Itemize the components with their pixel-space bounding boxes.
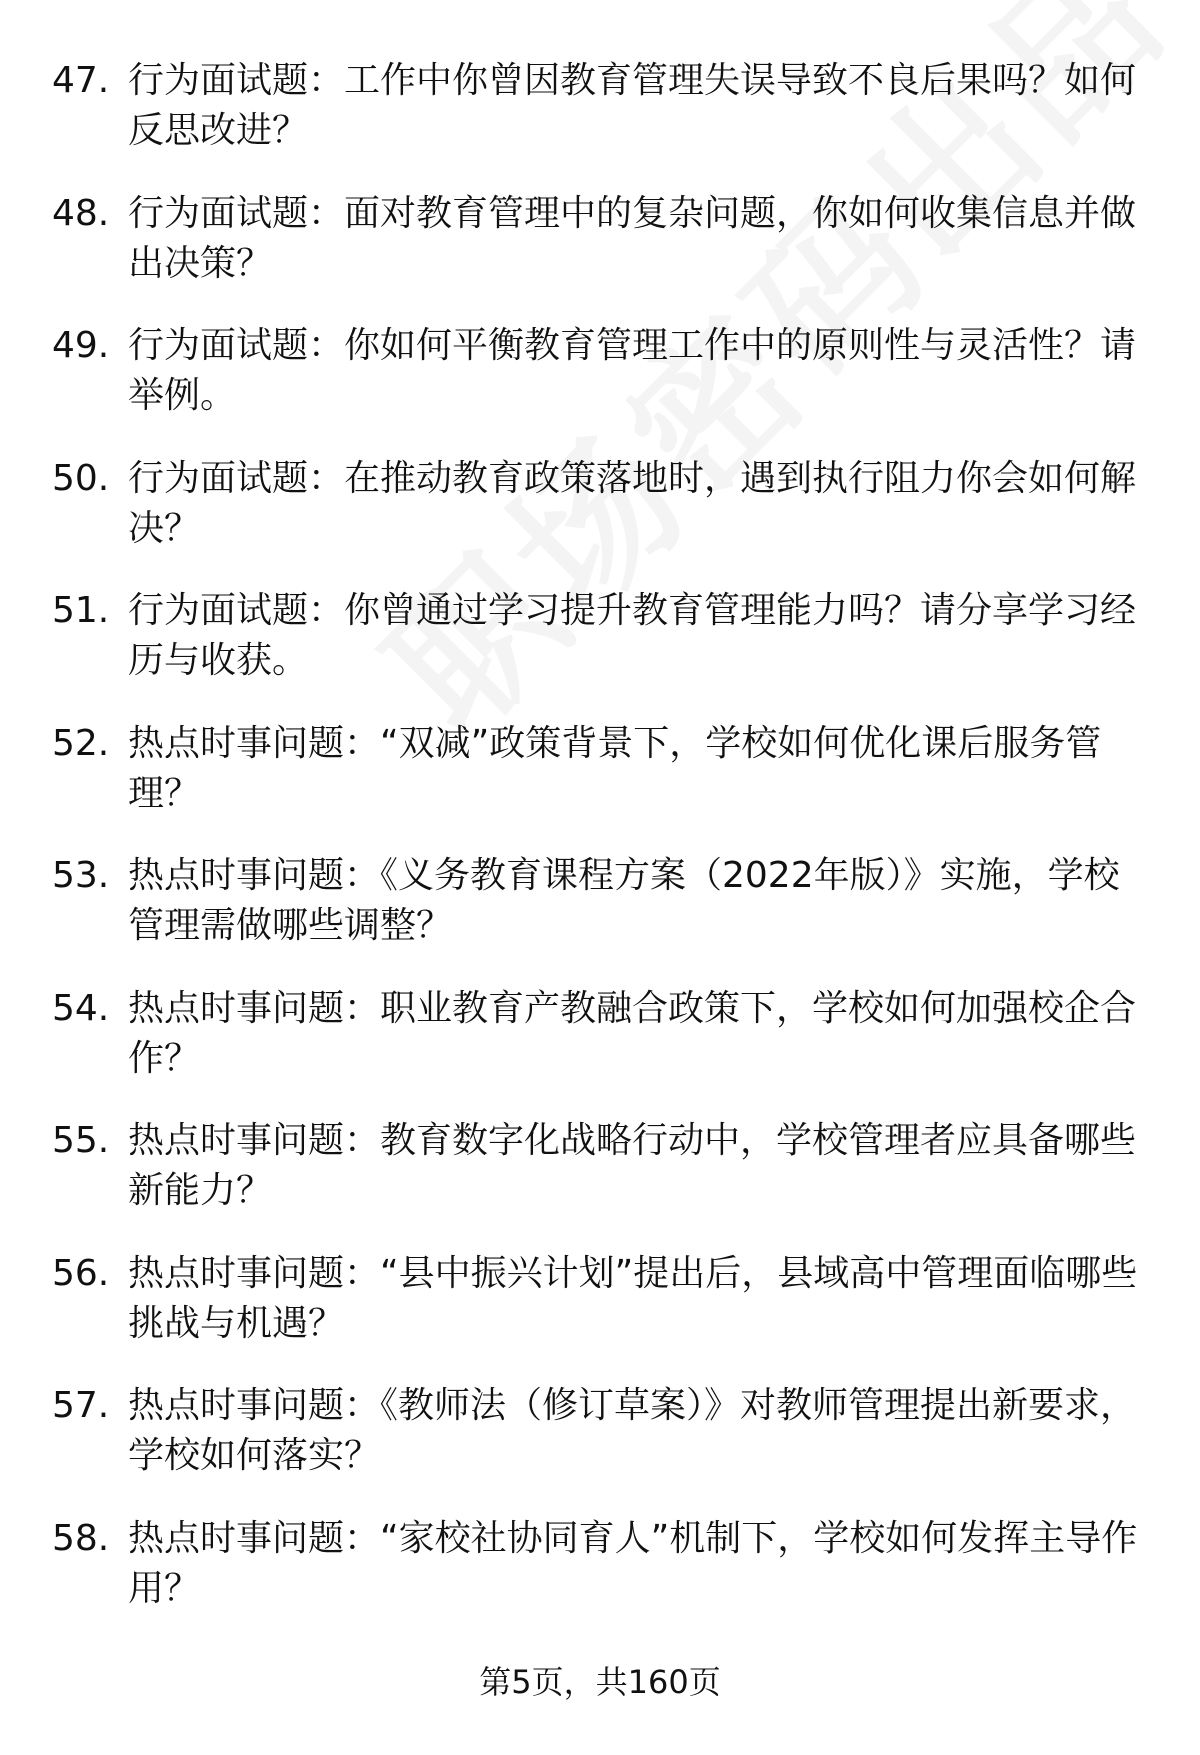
question-text: 行为面试题：你曾通过学习提升教育管理能力吗？请分享学习经历与收获。	[128, 590, 1137, 681]
question-item	[0, 984, 1200, 1117]
question-text: 行为面试题：在推动教育政策落地时，遇到执行阻力你会如何解决？	[128, 457, 1137, 549]
question-text: 热点时事问题：“家校社协同育人”机制下，学校如何发挥主导作用？	[128, 1517, 1138, 1609]
page-indicator: 第5页，共160页	[479, 1663, 721, 1701]
question-text: 热点时事问题：《教师法（修订草案）》对教师管理提出新要求，学校如何落实？	[128, 1385, 1137, 1476]
question-number: 58.	[52, 1517, 110, 1559]
question-text: 行为面试题：你如何平衡教育管理工作中的原则性与灵活性？请举例。	[128, 325, 1137, 416]
question-item	[0, 1116, 1200, 1249]
question-number: 57.	[52, 1385, 110, 1426]
question-number: 54.	[52, 987, 110, 1029]
question-number: 48.	[52, 192, 110, 234]
question-text: 热点时事问题：“双减”政策背景下，学校如何优化课后服务管理？	[128, 722, 1102, 814]
question-text: 行为面试题：面对教育管理中的复杂问题，你如何收集信息并做出决策？	[128, 192, 1137, 284]
question-text: 热点时事问题：“县中振兴计划”提出后，县域高中管理面临哪些挑战与机遇？	[128, 1252, 1138, 1344]
question-number: 53.	[52, 855, 110, 896]
question-item	[0, 189, 1200, 322]
question-text: 热点时事问题：《义务教育课程方案（2022年版）》实施，学校管理需做哪些调整？	[128, 855, 1120, 946]
question-item	[0, 454, 1200, 587]
question-text: 热点时事问题：教育数字化战略行动中，学校管理者应具备哪些新能力？	[128, 1120, 1137, 1211]
question-item	[0, 56, 1200, 189]
question-item	[0, 1514, 1200, 1647]
question-item	[0, 851, 1200, 984]
question-list	[0, 56, 1200, 1646]
question-text: 行为面试题：工作中你曾因教育管理失误导致不良后果吗？如何反思改进？	[128, 60, 1137, 151]
question-number: 56.	[52, 1252, 110, 1294]
question-number: 49.	[52, 325, 110, 366]
question-number: 47.	[52, 60, 110, 101]
question-text: 热点时事问题：职业教育产教融合政策下，学校如何加强校企合作？	[128, 987, 1137, 1079]
question-number: 52.	[52, 722, 110, 764]
question-item	[0, 719, 1200, 852]
question-number: 51.	[52, 590, 110, 631]
question-item	[0, 586, 1200, 719]
question-item	[0, 1249, 1200, 1382]
question-item	[0, 1381, 1200, 1514]
question-number: 55.	[52, 1120, 110, 1161]
question-number: 50.	[52, 457, 110, 499]
question-item	[0, 321, 1200, 454]
